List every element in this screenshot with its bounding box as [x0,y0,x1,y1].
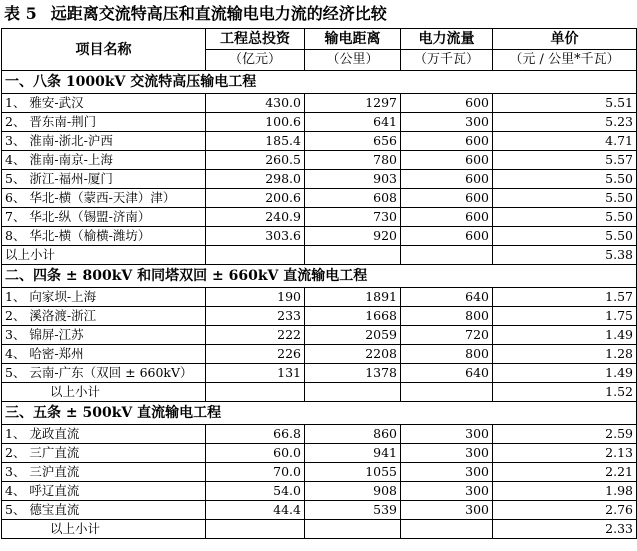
investment-cell: 44.4 [206,501,305,520]
power-cell: 640 [401,364,493,383]
subtotal-row [2,520,637,539]
table-header [2,29,637,71]
subtotal-distance-cell [305,383,401,402]
subtotal-price-cell: 2.33 [493,520,637,539]
distance-cell: 1378 [305,364,401,383]
power-cell: 300 [401,463,493,482]
price-cell: 1.98 [493,482,637,501]
investment-cell: 60.0 [206,444,305,463]
distance-cell: 2208 [305,345,401,364]
power-cell: 800 [401,307,493,326]
power-cell: 300 [401,444,493,463]
table-row [2,364,637,383]
header-power: 电力流量 [401,29,493,50]
price-cell: 1.75 [493,307,637,326]
table-body [2,71,637,539]
table-row [2,94,637,113]
project-name-cell: 4、 呼辽直流 [2,482,206,501]
table-title: 远距离交流特高压和直流输电电力流的经济比较 [50,4,387,23]
project-name-cell: 1、 向家坝-上海 [2,288,206,307]
table-row [2,132,637,151]
distance-cell: 641 [305,113,401,132]
project-name-cell: 2、 溪洛渡-浙江 [2,307,206,326]
table-row [2,326,637,345]
distance-cell: 780 [305,151,401,170]
subtotal-price-cell: 5.38 [493,246,637,265]
subtotal-label: 以上小计 [2,520,206,539]
investment-cell: 100.6 [206,113,305,132]
power-cell: 300 [401,425,493,444]
project-name-cell: 5、 浙江-福州-厦门 [2,170,206,189]
distance-cell: 1891 [305,288,401,307]
header-investment-unit: （亿元） [206,50,305,71]
header-distance-unit: （公里） [305,50,401,71]
investment-cell: 298.0 [206,170,305,189]
price-cell: 5.50 [493,170,637,189]
project-name-cell: 3、 淮南-浙北-沪西 [2,132,206,151]
section-title: 一、八条 1000kV 交流特高压输电工程 [2,71,637,94]
header-investment: 工程总投资 [206,29,305,50]
distance-cell: 2059 [305,326,401,345]
distance-cell: 1055 [305,463,401,482]
table-number: 表 5 [4,4,37,23]
power-cell: 600 [401,132,493,151]
power-cell: 600 [401,227,493,246]
project-name-cell: 1、 雅安-武汉 [2,94,206,113]
distance-cell: 908 [305,482,401,501]
price-cell: 5.51 [493,94,637,113]
section-title: 二、四条 ± 800kV 和同塔双回 ± 660kV 直流输电工程 [2,265,637,288]
investment-cell: 260.5 [206,151,305,170]
investment-cell: 303.6 [206,227,305,246]
distance-cell: 903 [305,170,401,189]
subtotal-price-cell: 1.52 [493,383,637,402]
header-power-unit: （万千瓦） [401,50,493,71]
comparison-table [1,28,637,539]
distance-cell: 730 [305,208,401,227]
power-cell: 720 [401,326,493,345]
distance-cell: 656 [305,132,401,151]
subtotal-distance-cell [305,246,401,265]
distance-cell: 1668 [305,307,401,326]
subtotal-investment-cell [206,520,305,539]
project-name-cell: 2、 三广直流 [2,444,206,463]
investment-cell: 222 [206,326,305,345]
table-row [2,444,637,463]
power-cell: 600 [401,189,493,208]
power-cell: 600 [401,94,493,113]
section-header-row [2,265,637,288]
power-cell: 300 [401,501,493,520]
power-cell: 300 [401,482,493,501]
project-name-cell: 4、 淮南-南京-上海 [2,151,206,170]
subtotal-power-cell [401,520,493,539]
investment-cell: 430.0 [206,94,305,113]
project-name-cell: 2、 晋东南-荆门 [2,113,206,132]
investment-cell: 200.6 [206,189,305,208]
price-cell: 5.50 [493,227,637,246]
header-project-name: 项目名称 [2,29,206,71]
price-cell: 5.23 [493,113,637,132]
investment-cell: 131 [206,364,305,383]
project-name-cell: 3、 锦屏-江苏 [2,326,206,345]
price-cell: 5.50 [493,189,637,208]
distance-cell: 1297 [305,94,401,113]
power-cell: 600 [401,208,493,227]
table-row [2,307,637,326]
price-cell: 1.28 [493,345,637,364]
investment-cell: 233 [206,307,305,326]
investment-cell: 66.8 [206,425,305,444]
table-row [2,482,637,501]
project-name-cell: 5、 德宝直流 [2,501,206,520]
section-header-row [2,402,637,425]
table-row [2,189,637,208]
table-row [2,208,637,227]
price-cell: 2.76 [493,501,637,520]
table-row [2,463,637,482]
table-caption [0,0,637,28]
distance-cell: 920 [305,227,401,246]
price-cell: 2.13 [493,444,637,463]
price-cell: 5.50 [493,208,637,227]
table-row [2,288,637,307]
section-title: 三、五条 ± 500kV 直流输电工程 [2,402,637,425]
project-name-cell: 5、 云南-广东（双回 ± 660kV） [2,364,206,383]
table-row [2,227,637,246]
table-row [2,113,637,132]
investment-cell: 226 [206,345,305,364]
subtotal-investment-cell [206,383,305,402]
price-cell: 1.57 [493,288,637,307]
table-row [2,425,637,444]
subtotal-label: 以上小计 [2,246,206,265]
distance-cell: 539 [305,501,401,520]
subtotal-label: 以上小计 [2,383,206,402]
header-distance: 输电距离 [305,29,401,50]
subtotal-power-cell [401,246,493,265]
project-name-cell: 4、 哈密-郑州 [2,345,206,364]
price-cell: 1.49 [493,364,637,383]
price-cell: 4.71 [493,132,637,151]
subtotal-row [2,246,637,265]
header-price: 单价 [493,29,637,50]
project-name-cell: 1、 龙政直流 [2,425,206,444]
power-cell: 600 [401,170,493,189]
power-cell: 800 [401,345,493,364]
subtotal-row [2,383,637,402]
table-row [2,501,637,520]
investment-cell: 190 [206,288,305,307]
subtotal-investment-cell [206,246,305,265]
power-cell: 300 [401,113,493,132]
table-row [2,345,637,364]
project-name-cell: 8、 华北-横（榆横-潍坊） [2,227,206,246]
distance-cell: 941 [305,444,401,463]
price-cell: 2.59 [493,425,637,444]
section-header-row [2,71,637,94]
project-name-cell: 6、 华北-横（蒙西-天津）津） [2,189,206,208]
header-price-unit: （元 / 公里*千瓦） [493,50,637,71]
price-cell: 5.57 [493,151,637,170]
subtotal-distance-cell [305,520,401,539]
header-row [2,29,637,50]
subtotal-power-cell [401,383,493,402]
distance-cell: 608 [305,189,401,208]
table-row [2,170,637,189]
investment-cell: 240.9 [206,208,305,227]
distance-cell: 860 [305,425,401,444]
project-name-cell: 3、 三沪直流 [2,463,206,482]
power-cell: 640 [401,288,493,307]
investment-cell: 54.0 [206,482,305,501]
price-cell: 2.21 [493,463,637,482]
table-row [2,151,637,170]
project-name-cell: 7、 华北-纵（锡盟-济南） [2,208,206,227]
price-cell: 1.49 [493,326,637,345]
power-cell: 600 [401,151,493,170]
investment-cell: 70.0 [206,463,305,482]
investment-cell: 185.4 [206,132,305,151]
